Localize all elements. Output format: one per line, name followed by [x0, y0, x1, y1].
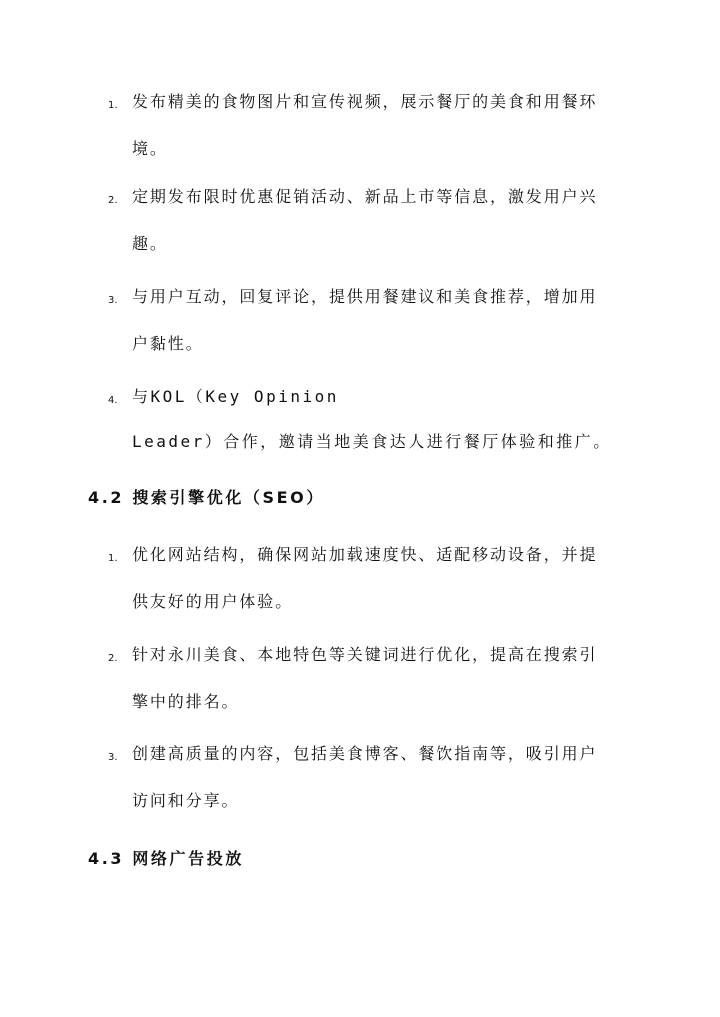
list-number: 4.: [108, 395, 118, 406]
list-text-line: 境。: [132, 139, 168, 158]
list-number: 3.: [108, 752, 118, 763]
list-text-line: 供友好的用户体验。: [132, 592, 294, 611]
list-text-line: 户黏性。: [132, 334, 204, 353]
section-heading: 4.2 搜索引擎优化（SEO）: [88, 488, 325, 507]
list-number: 1.: [108, 100, 118, 111]
list-number: 2.: [108, 195, 118, 206]
list-text-line: Leader）合作，邀请当地美食达人进行餐厅体验和推广。: [132, 432, 612, 451]
list-text-line: 擎中的排名。: [132, 692, 240, 711]
list-text-line: 针对永川美食、本地特色等关键词进行优化，提高在搜索引: [132, 645, 598, 664]
list-number: 3.: [108, 295, 118, 306]
list-text-line: 趣。: [132, 234, 168, 253]
list-text-line: 访问和分享。: [132, 791, 240, 810]
list-text-line: 创建高质量的内容，包括美食博客、餐饮指南等，吸引用户: [132, 744, 598, 763]
list-text-line: 与用户互动，回复评论，提供用餐建议和美食推荐，增加用: [132, 287, 598, 306]
section-heading: 4.3 网络广告投放: [88, 849, 244, 868]
list-text-line: 发布精美的食物图片和宣传视频，展示餐厅的美食和用餐环: [132, 92, 598, 111]
list-number: 1.: [108, 553, 118, 564]
list-text-line: 优化网站结构，确保网站加载速度快、适配移动设备，并提: [132, 545, 598, 564]
list-text-line: 定期发布限时优惠促销活动、新品上市等信息，激发用户兴: [132, 187, 598, 206]
list-text-line: 与KOL（Key Opinion: [132, 387, 339, 406]
list-number: 2.: [108, 653, 118, 664]
